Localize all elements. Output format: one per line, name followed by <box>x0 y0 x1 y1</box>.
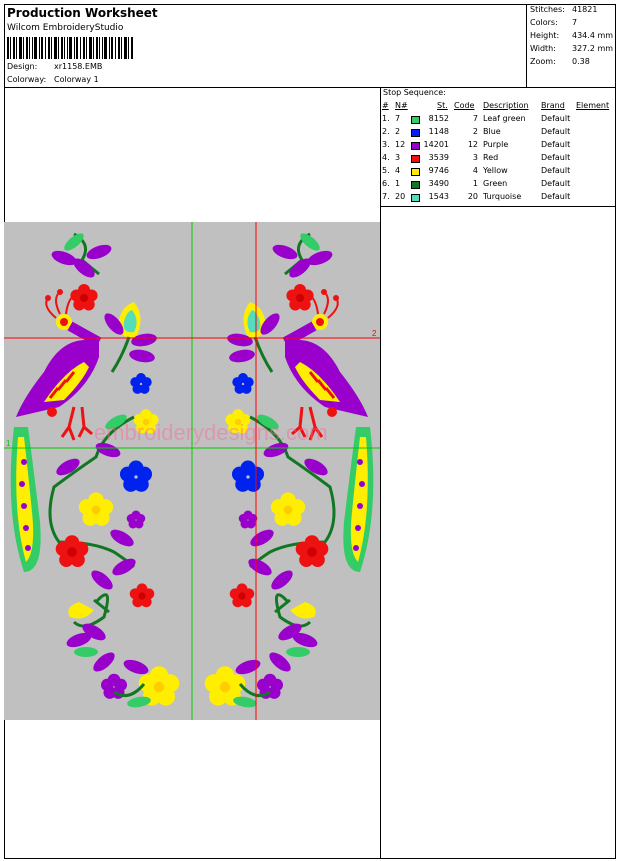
row-num: 6. <box>382 179 390 188</box>
table-row <box>381 192 616 205</box>
color-swatch <box>411 155 420 163</box>
col-header-description: Description <box>483 101 529 110</box>
color-swatch <box>411 181 420 189</box>
row-stitches: 3490 <box>428 179 449 188</box>
row-description: Purple <box>483 140 509 149</box>
row-code: 1 <box>472 179 478 188</box>
stat-zoom <box>530 57 590 66</box>
row-brand: Default <box>541 166 571 175</box>
stat-stitches <box>530 5 597 14</box>
guide-label-2: 2 <box>372 329 377 338</box>
col-header-brand: Brand <box>541 101 565 110</box>
stat-label: Colors: <box>530 18 558 27</box>
color-swatch <box>411 116 420 124</box>
colorway-value: Colorway 1 <box>54 75 99 84</box>
row-num: 7. <box>382 192 390 201</box>
table-row <box>381 153 616 166</box>
stat-value: 327.2 mm <box>572 44 614 53</box>
stop-sequence-table <box>381 88 616 207</box>
col-header-element: Element <box>576 101 610 110</box>
row-brand: Default <box>541 114 571 123</box>
row-needle: 12 <box>395 140 406 149</box>
row-needle: 1 <box>395 179 401 188</box>
row-brand: Default <box>541 127 571 136</box>
stat-value: 0.38 <box>572 57 590 66</box>
stat-label: Zoom: <box>530 57 556 66</box>
row-code: 20 <box>467 192 478 201</box>
stat-value: 434.4 mm <box>572 31 614 40</box>
colorway-row <box>7 75 99 84</box>
row-stitches: 3539 <box>428 153 449 162</box>
row-stitches: 1148 <box>428 127 449 136</box>
row-description: Yellow <box>483 166 508 175</box>
row-code: 7 <box>472 114 478 123</box>
stat-label: Stitches: <box>530 5 565 14</box>
design-preview <box>4 222 380 720</box>
color-swatch <box>411 168 420 176</box>
row-needle: 3 <box>395 153 401 162</box>
row-description: Turquoise <box>483 192 522 201</box>
colorway-label: Colorway: <box>7 75 47 84</box>
row-brand: Default <box>541 153 571 162</box>
table-row <box>381 127 616 140</box>
table-row <box>381 166 616 179</box>
row-code: 2 <box>472 127 478 136</box>
row-stitches: 1543 <box>428 192 449 201</box>
row-description: Green <box>483 179 508 188</box>
color-swatch <box>411 194 420 202</box>
row-code: 12 <box>467 140 478 149</box>
stats-panel <box>527 4 616 88</box>
row-stitches: 14201 <box>423 140 449 149</box>
row-description: Red <box>483 153 499 162</box>
stat-label: Width: <box>530 44 556 53</box>
color-swatch <box>411 142 420 150</box>
row-stitches: 8152 <box>428 114 449 123</box>
row-num: 3. <box>382 140 390 149</box>
guide-label-1: 1 <box>6 439 11 448</box>
stat-value: 41821 <box>572 5 598 14</box>
barcode-image <box>7 37 133 59</box>
row-brand: Default <box>541 192 571 201</box>
row-num: 4. <box>382 153 390 162</box>
row-description: Blue <box>483 127 501 136</box>
stat-label: Height: <box>530 31 560 40</box>
row-description: Leaf green <box>483 114 526 123</box>
row-code: 3 <box>472 153 478 162</box>
col-header-nnum: N# <box>395 101 408 110</box>
table-row <box>381 114 616 127</box>
stop-sequence-title: Stop Sequence: <box>383 88 446 97</box>
software-name: Wilcom EmbroideryStudio <box>7 23 124 33</box>
stat-colors <box>530 18 577 27</box>
col-header-stitches: St. <box>437 101 448 110</box>
color-swatch <box>411 129 420 137</box>
watermark-text: embroiderydesigns.com <box>94 420 328 445</box>
stat-value: 7 <box>572 18 578 27</box>
design-row <box>7 62 102 71</box>
col-header-num: # <box>382 101 389 110</box>
stat-width <box>530 44 613 53</box>
row-needle: 2 <box>395 127 401 136</box>
table-row <box>381 140 616 153</box>
row-stitches: 9746 <box>428 166 449 175</box>
row-num: 2. <box>382 127 390 136</box>
row-num: 1. <box>382 114 390 123</box>
row-needle: 4 <box>395 166 401 175</box>
row-brand: Default <box>541 140 571 149</box>
row-brand: Default <box>541 179 571 188</box>
page-title: Production Worksheet <box>7 6 158 20</box>
row-needle: 7 <box>395 114 401 123</box>
row-num: 5. <box>382 166 390 175</box>
design-label: Design: <box>7 62 38 71</box>
design-value: xr1158.EMB <box>54 62 103 71</box>
header-info <box>4 4 527 88</box>
stat-height <box>530 31 613 40</box>
table-row <box>381 179 616 192</box>
row-code: 4 <box>472 166 478 175</box>
col-header-code: Code <box>454 101 475 110</box>
row-needle: 20 <box>395 192 406 201</box>
